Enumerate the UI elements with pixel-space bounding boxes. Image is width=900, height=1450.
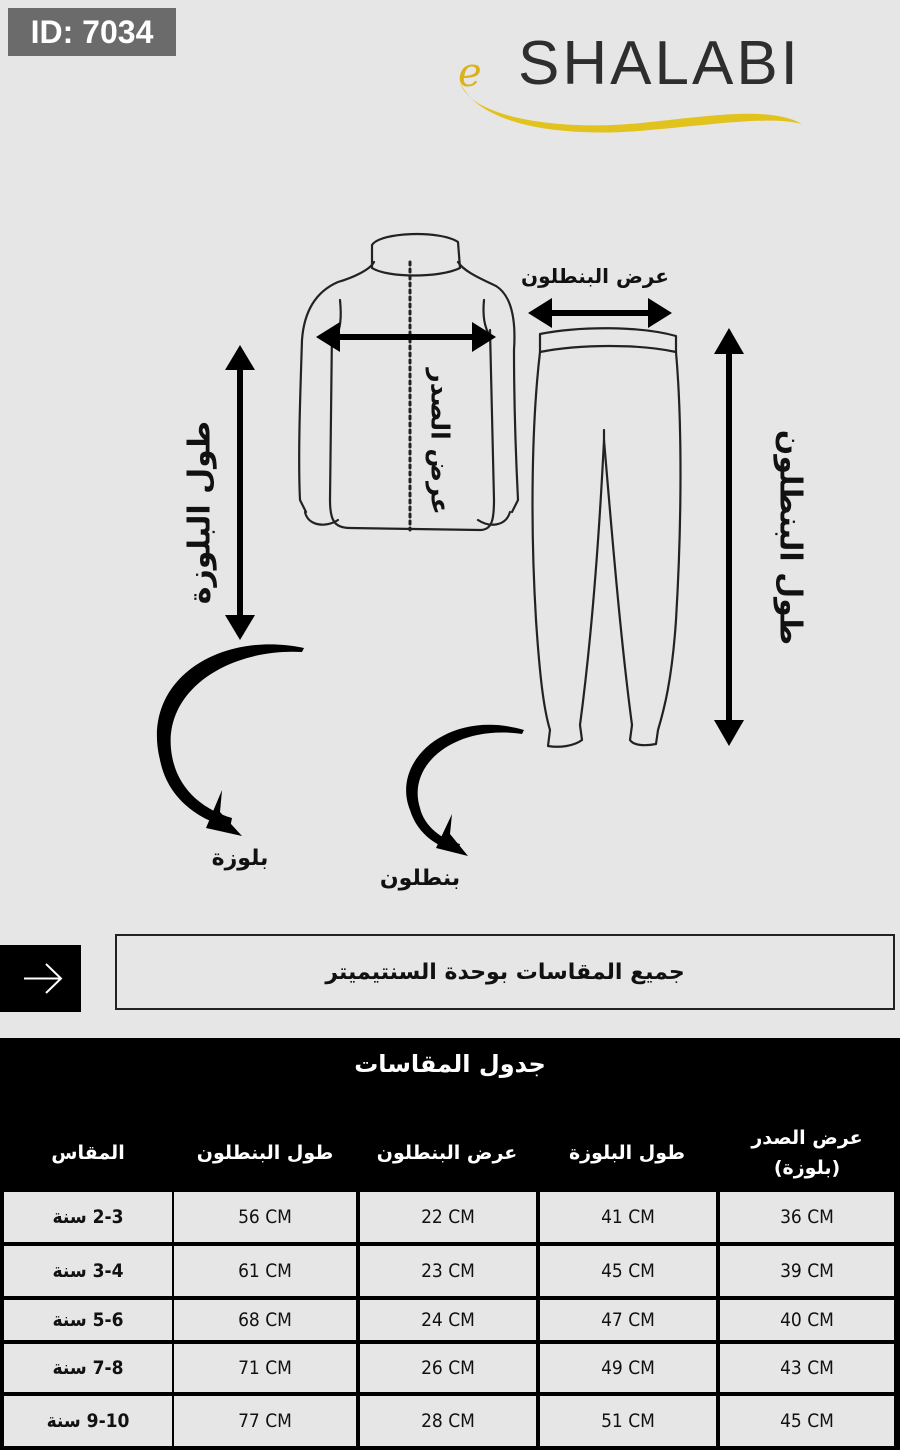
cell-shirt-length: 47 CM — [540, 1300, 716, 1340]
cell-chest-width: 36 CM — [720, 1192, 894, 1242]
label-shirt-length: طول البلوزة — [182, 420, 218, 605]
arrow-right-button[interactable] — [0, 945, 81, 1012]
label-pants: بنطلون — [379, 866, 461, 891]
label-shirt: بلوزة — [211, 846, 269, 871]
header-size: المقاس — [51, 1142, 125, 1164]
cell-pants-width: 23 CM — [360, 1246, 536, 1296]
pants-drawing — [533, 328, 681, 747]
cell-shirt-length: 45 CM — [540, 1246, 716, 1296]
table-title: جدول المقاسات — [354, 1050, 546, 1078]
arrow-right-icon — [0, 945, 81, 1012]
header-chest-width: عرض الصدر (بلوزة) — [751, 1127, 863, 1179]
cell-pants-width: 28 CM — [360, 1396, 536, 1446]
units-note: جميع المقاسات بوحدة السنتيميتر — [115, 934, 895, 1010]
cell-pants-width: 26 CM — [360, 1344, 536, 1392]
logo-e: e — [458, 50, 482, 96]
cell-pants-length: 56 CM — [174, 1192, 356, 1242]
cell-shirt-length: 41 CM — [540, 1192, 716, 1242]
header-pants-length: طول البنطلون — [196, 1142, 334, 1164]
cell-shirt-length: 51 CM — [540, 1396, 716, 1446]
cell-chest-width: 43 CM — [720, 1344, 894, 1392]
cell-size: 2-3 سنة — [4, 1192, 172, 1242]
cell-chest-width: 39 CM — [720, 1246, 894, 1296]
cell-size: 5-6 سنة — [4, 1300, 172, 1340]
cell-size: 7-8 سنة — [4, 1344, 172, 1392]
logo-wordmark: SHALABI — [518, 29, 801, 98]
cell-pants-length: 71 CM — [174, 1344, 356, 1392]
header-pants-width: عرض البنطلون — [376, 1142, 518, 1164]
cell-pants-width: 24 CM — [360, 1300, 536, 1340]
cell-pants-width: 22 CM — [360, 1192, 536, 1242]
cell-chest-width: 40 CM — [720, 1300, 894, 1340]
curved-arrows — [157, 644, 524, 856]
label-pants-length: طول البنطلون — [772, 429, 808, 646]
label-chest-width: عرض الصدر — [425, 368, 455, 515]
product-id-badge: ID: 7034 — [8, 8, 176, 56]
size-table — [0, 1038, 900, 1450]
cell-size: 3-4 سنة — [4, 1246, 172, 1296]
cell-size: 9-10 سنة — [4, 1396, 172, 1446]
header-shirt-length: طول البلوزة — [568, 1142, 686, 1164]
cell-pants-length: 68 CM — [174, 1300, 356, 1340]
label-pants-width: عرض البنطلون — [521, 264, 669, 288]
cell-pants-length: 77 CM — [174, 1396, 356, 1446]
cell-chest-width: 45 CM — [720, 1396, 894, 1446]
cell-shirt-length: 49 CM — [540, 1344, 716, 1392]
cell-pants-length: 61 CM — [174, 1246, 356, 1296]
